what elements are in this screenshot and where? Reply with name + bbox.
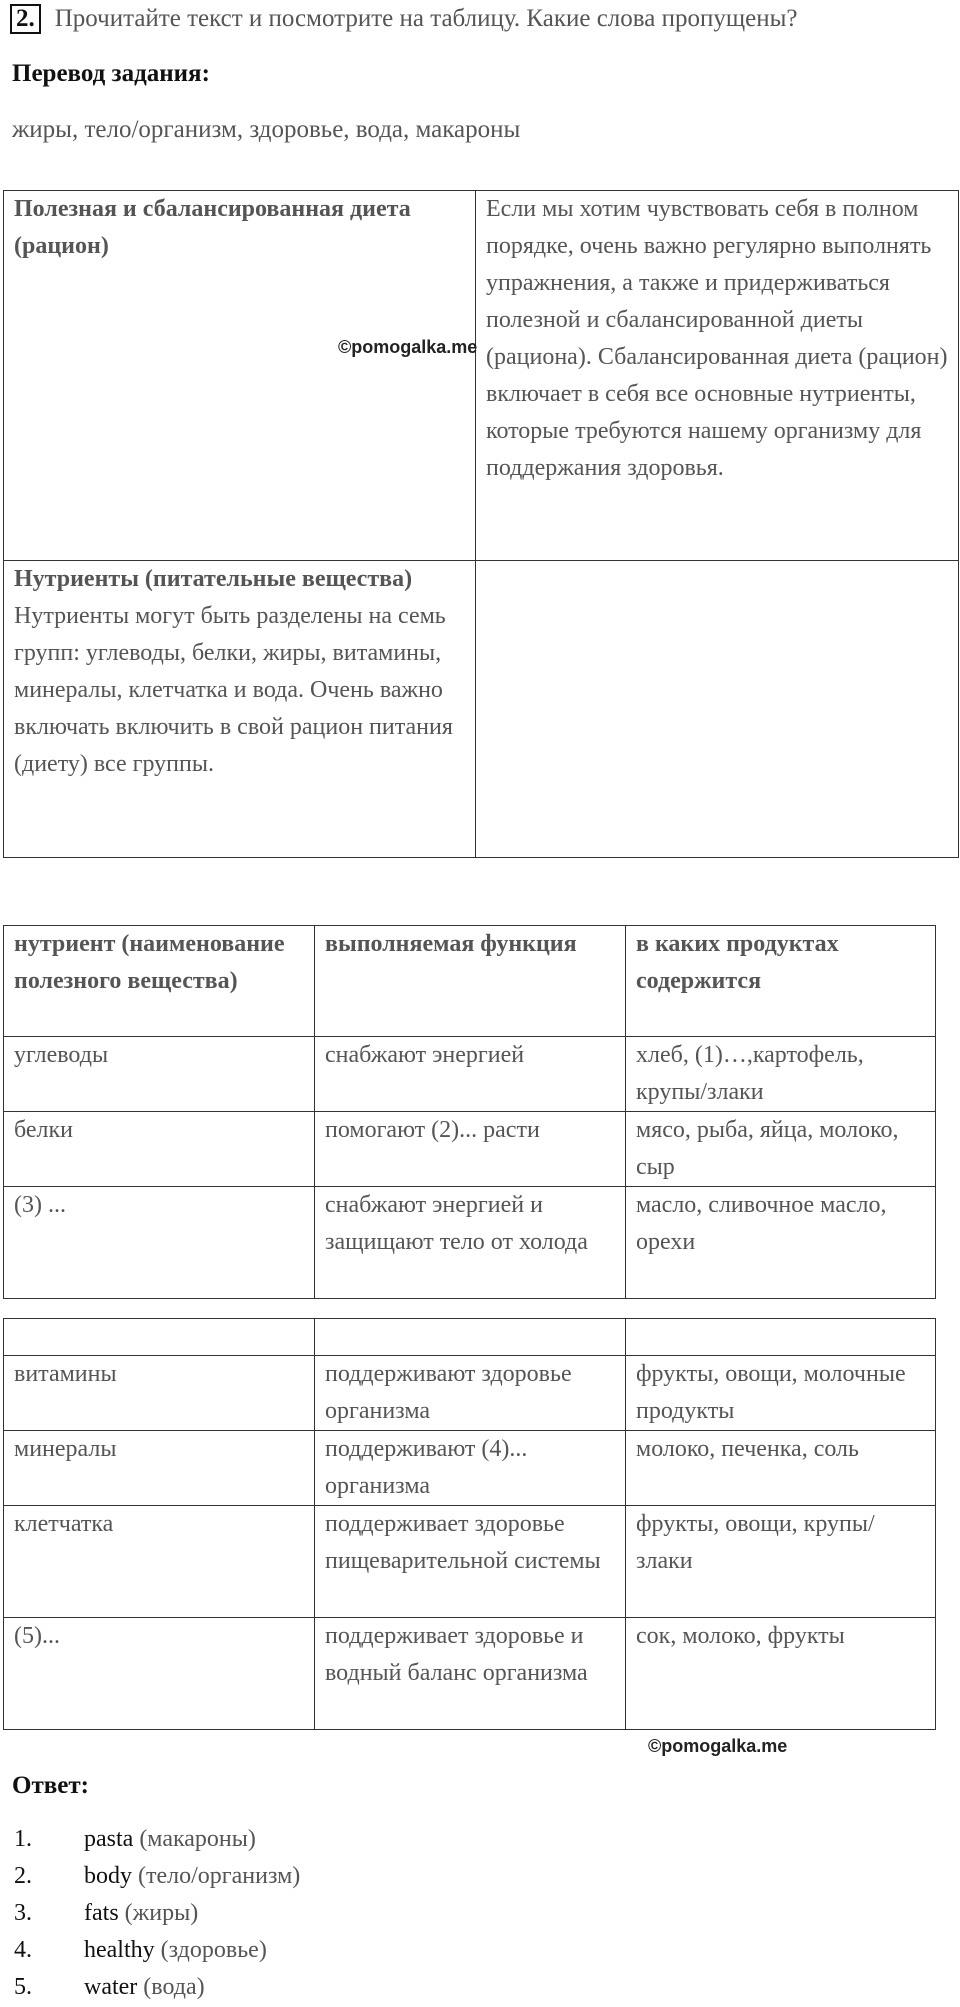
- cell-nutrient: (3) ...: [4, 1187, 315, 1299]
- table-row: [4, 1506, 936, 1618]
- cell-products: фрукты, овощи, крупы/злаки: [626, 1506, 936, 1618]
- answer-word: fats: [84, 1900, 119, 1926]
- task-number: 2.: [10, 4, 41, 34]
- header-products: в каких продуктах содержится: [626, 926, 936, 1037]
- answer-number: 2.: [14, 1863, 32, 1889]
- table-row: [4, 1431, 936, 1506]
- answer-number: 4.: [14, 1937, 32, 1963]
- answer-list: [14, 1821, 300, 2006]
- answer-word: pasta: [84, 1826, 134, 1852]
- cell-function: снабжают энергией и защищают тело от холода: [315, 1187, 626, 1299]
- cell-function: поддерживает здоровье пищеварительной системы: [315, 1506, 626, 1618]
- cell-function: поддерживают здоровье организма: [315, 1356, 626, 1431]
- nutrients-text: Нутриенты могут быть разделены на семь групп: углеводы, белки, жиры, витамины, минералы, клетчатка и вода. Очень важно включать включить в свой рацион питания (диету) все группы.: [14, 603, 453, 777]
- answer-number: 1.: [14, 1826, 32, 1852]
- cell-nutrient: минералы: [4, 1431, 315, 1506]
- cell-products: хлеб, (1)…,картофель, крупы/злаки: [626, 1037, 936, 1112]
- answer-translation: (вода): [143, 1974, 205, 2000]
- cell-function: поддерживают (4)... организма: [315, 1431, 626, 1506]
- task-statement: [10, 4, 797, 34]
- cell-function: помогают (2)... расти: [315, 1112, 626, 1187]
- cell-nutrient: [4, 1319, 315, 1356]
- answer-translation: (здоровье): [160, 1937, 267, 1963]
- list-item: [14, 1969, 300, 2006]
- cell-nutrient: витамины: [4, 1356, 315, 1431]
- empty-cell: [476, 561, 959, 858]
- nutrient-table: [3, 925, 936, 1299]
- table-row: [4, 1187, 936, 1299]
- list-item: [14, 1821, 300, 1858]
- diet-text: Если мы хотим чувствовать себя в полном порядке, очень важно регулярно выполнять упражнения, а также и придерживаться полезной и сбалансированной диеты (рациона). Сбалансированная диета (рацион) включает в себя все основные нутриенты, которые требуются нашему организму для поддержания здоровья.: [476, 191, 959, 561]
- cell-nutrient: белки: [4, 1112, 315, 1187]
- answer-word: water: [84, 1974, 138, 2000]
- answer-word: healthy: [84, 1937, 155, 1963]
- cell-nutrient: углеводы: [4, 1037, 315, 1112]
- answer-translation: (макароны): [139, 1826, 256, 1852]
- list-item: [14, 1932, 300, 1969]
- list-item: [14, 1858, 300, 1895]
- table-row: [4, 1319, 936, 1356]
- diet-heading: Полезная и сбалансированная диета (рацион): [4, 191, 476, 561]
- table-row: [4, 1112, 936, 1187]
- list-item: [14, 1895, 300, 1932]
- watermark: ©pomogalka.me: [648, 1736, 788, 1756]
- answer-translation: (жиры): [124, 1900, 199, 1926]
- nutrient-table-continued: [3, 1318, 936, 1730]
- answer-translation: (тело/организм): [138, 1863, 301, 1889]
- answer-number: 3.: [14, 1900, 32, 1926]
- cell-function: снабжают энергией: [315, 1037, 626, 1112]
- header-nutrient: нутриент (наименование полезного вещества): [4, 926, 315, 1037]
- cell-products: молоко, печенка, соль: [626, 1431, 936, 1506]
- answer-word: body: [84, 1863, 132, 1889]
- header-function: выполняемая функция: [315, 926, 626, 1037]
- cell-products: сок, молоко, фрукты: [626, 1618, 936, 1730]
- answer-title: Ответ:: [12, 1772, 89, 1799]
- cell-nutrient: клетчатка: [4, 1506, 315, 1618]
- cell-function: поддерживает здоровье и водный баланс организма: [315, 1618, 626, 1730]
- cell-function: [315, 1319, 626, 1356]
- task-text: Прочитайте текст и посмотрите на таблицу. Какие слова пропущены?: [54, 5, 798, 32]
- cell-nutrient: (5)...: [4, 1618, 315, 1730]
- cell-products: мясо, рыба, яйца, молоко, сыр: [626, 1112, 936, 1187]
- table-row: [4, 1356, 936, 1431]
- diet-info-table: [3, 190, 959, 858]
- table-row: [4, 1618, 936, 1730]
- watermark: ©pomogalka.me: [338, 337, 478, 357]
- nutrients-cell: [4, 561, 476, 858]
- table-row: [4, 1037, 936, 1112]
- nutrients-heading: Нутриенты (питательные вещества): [14, 566, 413, 592]
- cell-products: [626, 1319, 936, 1356]
- cell-products: масло, сливочное масло, орехи: [626, 1187, 936, 1299]
- cell-products: фрукты, овощи, молочные продукты: [626, 1356, 936, 1431]
- answer-number: 5.: [14, 1974, 32, 2000]
- missing-words-list: жиры, тело/организм, здоровье, вода, макароны: [12, 116, 521, 143]
- translation-title: Перевод задания:: [12, 60, 210, 87]
